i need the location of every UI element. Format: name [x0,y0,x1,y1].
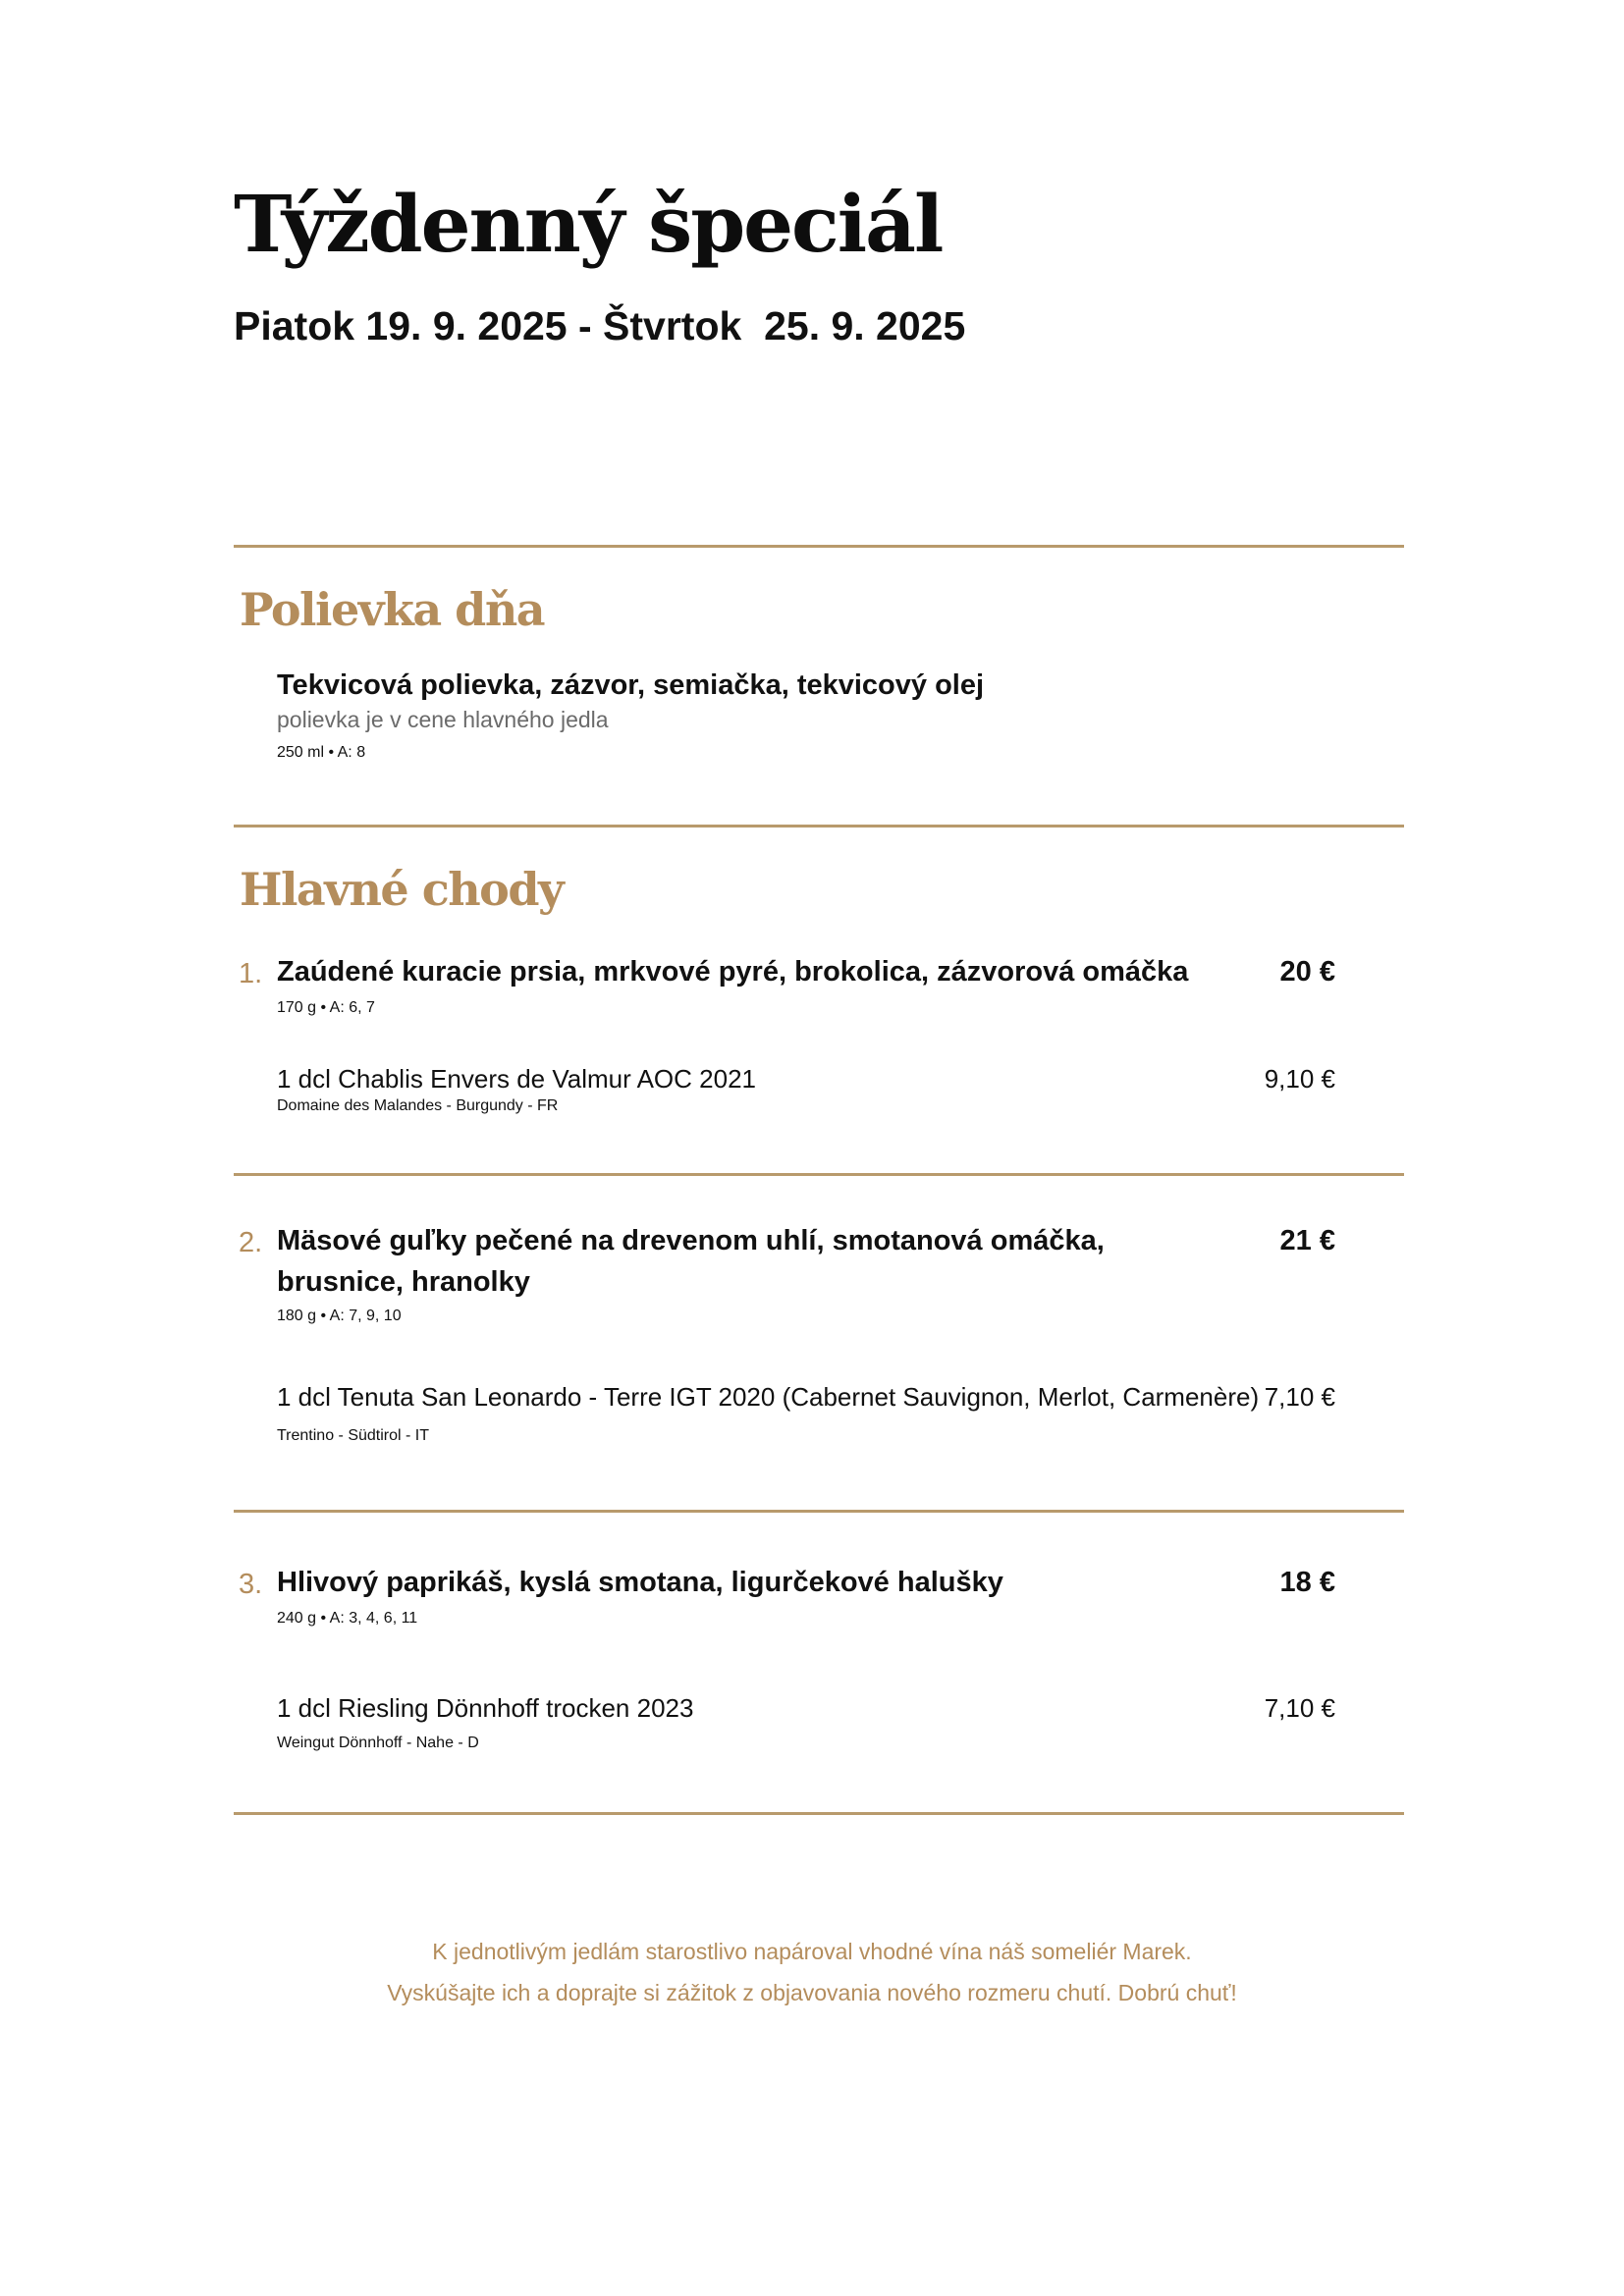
page-title: Týždenný špeciál [234,178,943,270]
dish-name: Mäsové guľky pečené na drevenom uhlí, smotanová omáčka, brusnice, hranolky [277,1225,1105,1298]
section-divider [234,1812,1404,1815]
wine-name: 1 dcl Chablis Envers de Valmur AOC 2021 [277,1064,756,1094]
soup-section-title: Polievka dňa [240,583,545,636]
dish-meta: 170 g • A: 6, 7 [277,999,375,1016]
mains-section-title: Hlavné chody [240,863,564,916]
date-range: Piatok 19. 9. 2025 - Štvrtok 25. 9. 2025 [234,303,966,348]
dish-price: 20 € [1279,956,1335,988]
wine-price: 9,10 € [1264,1064,1335,1094]
dish-price: 18 € [1279,1567,1335,1598]
soup-name: Tekvicová polievka, zázvor, semiačka, tekvicový olej [277,669,985,701]
dish-number: 2. [239,1227,263,1258]
dish-name: Hlivový paprikáš, kyslá smotana, ligurčekové halušky [277,1567,1003,1598]
wine-origin: Weingut Dönnhoff - Nahe - D [277,1735,479,1751]
footer-note-line1: K jednotlivým jedlám starostlivo napároval vhodné vína náš someliér Marek. [432,1939,1192,1964]
footer-note-line2: Vyskúšajte ich a doprajte si zážitok z objavovania nového rozmeru chutí. Dobrú chuť! [387,1980,1237,2005]
section-divider [234,1510,1404,1513]
wine-origin: Domaine des Malandes - Burgundy - FR [277,1097,559,1114]
soup-note: polievka je v cene hlavného jedla [277,707,609,732]
wine-name: 1 dcl Riesling Dönnhoff trocken 2023 [277,1693,694,1723]
soup-meta: 250 ml • A: 8 [277,744,366,761]
dish-price: 21 € [1279,1225,1335,1256]
wine-price: 7,10 € [1264,1382,1335,1412]
section-divider [234,1173,1404,1176]
dish-meta: 180 g • A: 7, 9, 10 [277,1308,402,1324]
dish-name: Zaúdené kuracie prsia, mrkvové pyré, brokolica, zázvorová omáčka [277,956,1189,988]
section-divider [234,545,1404,548]
dish-meta: 240 g • A: 3, 4, 6, 11 [277,1610,418,1627]
wine-origin: Trentino - Südtirol - IT [277,1427,430,1444]
wine-price: 7,10 € [1264,1693,1335,1723]
dish-number: 3. [239,1569,263,1600]
wine-name: 1 dcl Tenuta San Leonardo - Terre IGT 2020 (Cabernet Sauvignon, Merlot, Carmenère) [277,1382,1260,1412]
section-divider [234,825,1404,828]
dish-number: 1. [239,958,263,989]
